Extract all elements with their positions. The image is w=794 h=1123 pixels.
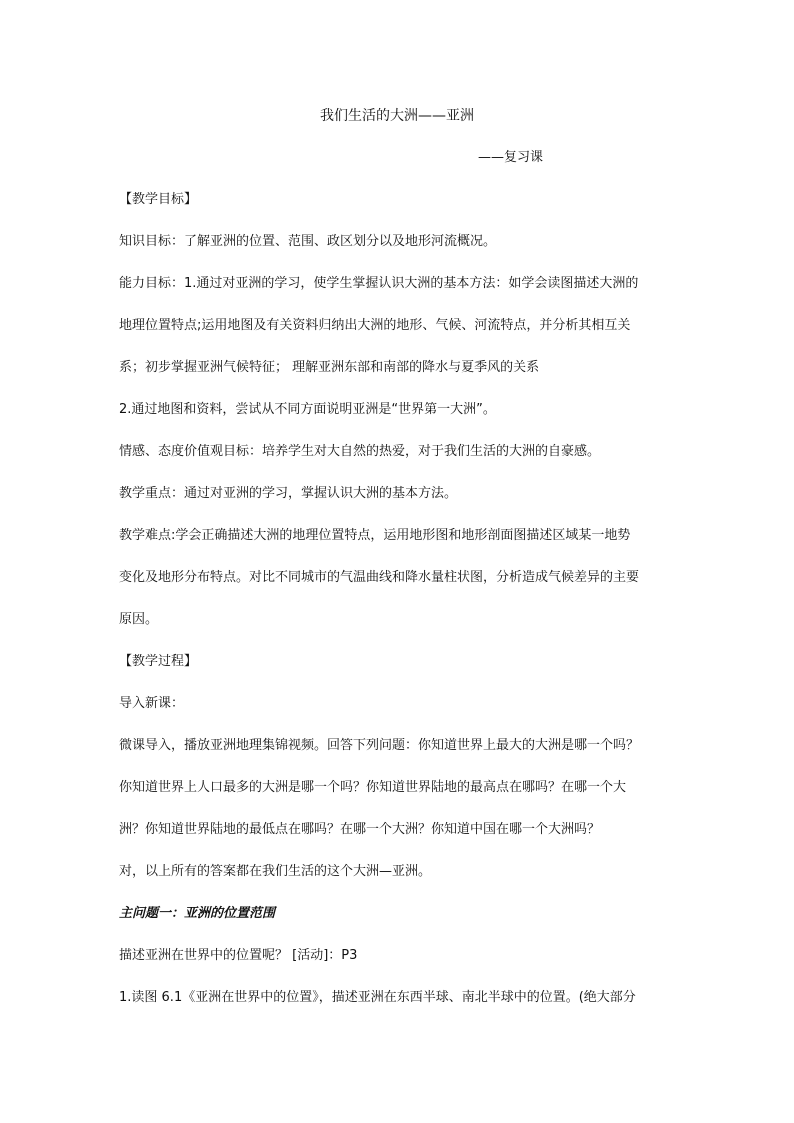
activity-prompt: 描述亚洲在世界中的位置呢？ [活动]：P3	[119, 948, 358, 963]
ability-goal-line-1: 能力目标：1.通过对亚洲的学习，使学生掌握认识大洲的基本方法：如学会读图描述大洲的	[119, 276, 639, 291]
emotion-goal-text: 情感、态度价值观目标：培养学生对大自然的热爱，对于我们生活的大洲的自豪感。	[119, 444, 601, 459]
intro-line-3: 洲？你知道世界陆地的最低点在哪吗？在哪一个大洲？你知道中国在哪一个大洲吗？	[119, 822, 601, 837]
ability-goal-line-3: 系；初步掌握亚洲气候特征； 理解亚洲东部和南部的降水与夏季风的关系	[119, 360, 540, 375]
intro-line-2: 你知道世界上人口最多的大洲是哪一个吗？你知道世界陆地的最高点在哪吗？在哪一个大	[119, 780, 627, 795]
ability-goal-item-2: 2.通过地图和资料，尝试从不同方面说明亚洲是“世界第一大洲”。	[119, 402, 496, 417]
difficulty-line-1: 教学难点:学会正确描述大洲的地理位置特点，运用地形图和地形剖面图描述区域某一地势	[119, 528, 631, 543]
document-title: 我们生活的大洲——亚洲	[320, 108, 474, 124]
intro-label: 导入新课：	[119, 696, 185, 711]
main-question-1-heading: 主问题一：亚洲的位置范围	[119, 906, 276, 921]
ability-goal-line-2: 地理位置特点;运用地图及有关资料归纳出大洲的地形、气候、河流特点，并分析其相互关	[119, 318, 631, 333]
activity-item-1: 1.读图 6.1《亚洲在世界中的位置》，描述亚洲在东西半球、南北半球中的位置。(绝大部分	[119, 990, 636, 1005]
document-subtitle: ——复习课	[478, 150, 544, 165]
knowledge-goal-text: 知识目标：了解亚洲的位置、范围、政区划分以及地形河流概况。	[119, 234, 497, 249]
section-heading-goals: 【教学目标】	[119, 192, 198, 207]
difficulty-line-2: 变化及地形分布特点。对比不同城市的气温曲线和降水量柱状图，分析造成气候差异的主要	[119, 570, 640, 585]
intro-line-1: 微课导入，播放亚洲地理集锦视频。回答下列问题：你知道世界上最大的大洲是哪一个吗？	[119, 738, 640, 753]
key-point-text: 教学重点：通过对亚洲的学习，掌握认识大洲的基本方法。	[119, 486, 458, 501]
intro-answer: 对，以上所有的答案都在我们生活的这个大洲—亚洲。	[119, 864, 432, 879]
section-heading-process: 【教学过程】	[119, 654, 198, 669]
difficulty-line-3: 原因。	[119, 612, 159, 627]
